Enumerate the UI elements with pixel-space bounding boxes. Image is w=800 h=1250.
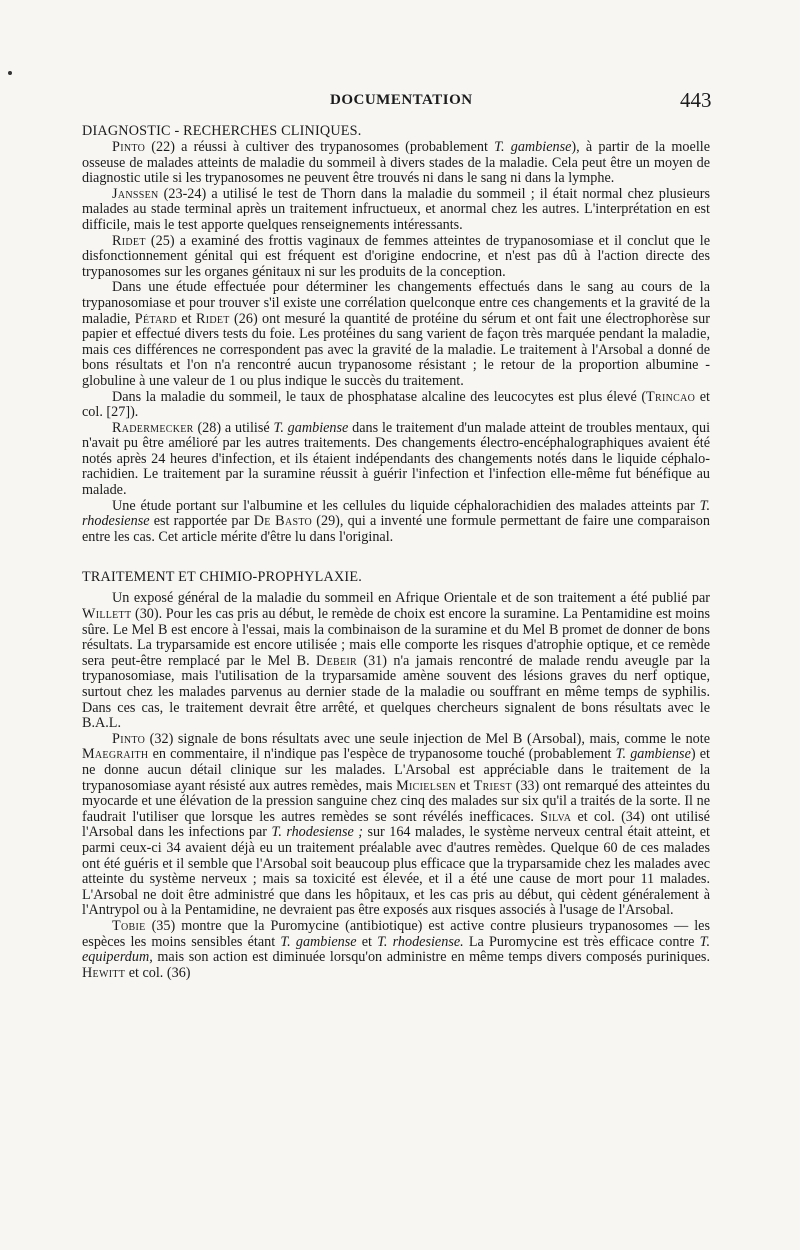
text-run: mais son action est diminuée lorsqu'on administre en même temps divers composés puriniques. xyxy=(152,949,710,966)
author-name: Ridet xyxy=(195,310,230,327)
author-name: Debeir xyxy=(316,652,357,669)
section-diagnostic xyxy=(82,140,710,545)
running-header xyxy=(0,88,800,112)
text-run: (22) a réussi à cultiver des trypanosomes (probablement xyxy=(145,139,495,155)
paragraph xyxy=(82,140,710,187)
species-name: T. gambiense xyxy=(273,419,349,436)
author-name: Tobie xyxy=(112,917,146,934)
paragraph xyxy=(82,499,710,546)
paragraph xyxy=(82,591,710,731)
author-name: Micielsen xyxy=(396,777,456,794)
text-run: (35) montre que la Puromycine (antibiotique) est active contre plusieurs trypanosomes — les espèces les moins sensibles étant xyxy=(82,917,710,950)
author-name: Ridet xyxy=(112,232,146,249)
author-name: Radermecker xyxy=(112,419,194,436)
author-name: Pinto xyxy=(112,730,146,747)
paragraph xyxy=(82,919,710,981)
text-run: (31) n'a jamais rencontré de malade rendu aveugle par la trypanosomiase, mais l'utilisation de la tryparsamide amène souvent des lésions graves du nerf optique, surtout chez les malades parvenus au dernier stade de la maladie ou souffrant en même temps de syphilis. Dans ces cas, le traitement devrait être arrêté, et quelques chercheurs signalent de bons résultats avec le B.A.L. xyxy=(82,652,710,732)
paragraph xyxy=(82,280,710,389)
author-name: Pinto xyxy=(112,139,146,155)
text-run: en commentaire, il n'indique pas l'espèce de trypanosome touché (probablement xyxy=(148,746,616,763)
text-run: et xyxy=(455,777,474,794)
author-name: Maegraith xyxy=(82,746,149,763)
author-name: Silva xyxy=(540,808,572,825)
paragraph xyxy=(82,187,710,234)
species-name: T. gambiense xyxy=(280,933,357,950)
text-run: et col. (34) ont utilisé l'Arsobal dans les infections par xyxy=(82,808,710,841)
text-run: est rapportée par xyxy=(149,513,254,530)
text-run: sur 164 malades, le système nerveux central était atteint, et parmi ceux-ci 34 avaient déjà eu un traitement préalable avec d'autres remèdes. Quelque 60 de ces malades ont été guéris et il semble que l'Arsobal soit beaucoup plus efficace que la tryparsamide chez les malades avec atteinte du système nerveux ; mais sa toxicité est élevée, et il a été une cause de mort pour 11 malades. L'Arsobal ne doit être administré que dans les hôpitaux, et les cas pris au début, qui cèdent généralement à l'Antrypol ou à la Pentamidine, ne devraient pas être exposés aux risques associés à l'usage de l'Arsobal. xyxy=(82,824,711,919)
text-run: (25) a examiné des frottis vaginaux de femmes atteintes de trypanosomiase et il conclut que le disfonctionnement génital qui est fréquent est d'origine endocrine, et n'est pas dû à l'action directe des trypanosomes sur les organes génitaux ni sur les produits de la conception. xyxy=(82,232,710,280)
section-traitement xyxy=(82,591,710,981)
text-run: (33) ont remarqué des atteintes du myocarde et une élévation de la pression sanguine chez cinq des malades sur six qu'il a traités de la sorte. Il ne faudrait l'utiliser que lorsque les autres remèdes se sont révélés inefficaces. xyxy=(82,777,710,825)
text-run: (32) signale de bons résultats avec une seule injection de Mel B (Arsobal), mais, comme le note xyxy=(145,730,710,747)
text-run: (26) ont mesuré la quantité de protéine du sérum et ont fait une électrophorèse sur papier et effectué divers tests du foie. Les protéines du sang varient de façon très marquée pendant la maladie, mais ces différences ne correspondent pas avec la gravité de la maladie. Le traitement à l'Arsobal a donné de bons résultats et l'on n'a rencontré aucun trypanosome résistant ; le retour de la proportion albumine - globuline à une valeur de 1 ou plus indique le succès du traitement. xyxy=(82,310,710,389)
section-heading-traitement: TRAITEMENT ET CHIMIO-PROPHYLAXIE. xyxy=(82,569,362,586)
text-run: La Puromycine est très efficace contre xyxy=(463,933,700,950)
author-name: De Basto xyxy=(253,513,313,530)
paragraph xyxy=(82,421,710,499)
text-run: et col. [27]). xyxy=(82,388,710,421)
text-run: et xyxy=(177,310,196,327)
paragraph xyxy=(82,732,710,919)
paragraph xyxy=(82,390,710,421)
text-run: et xyxy=(356,933,378,950)
species-name: T. gambiense xyxy=(494,139,572,155)
section-heading-diagnostic: DIAGNOSTIC - RECHERCHES CLINIQUES. xyxy=(82,123,362,139)
species-name: T. rhodesiense xyxy=(82,497,710,530)
text-run: Une étude portant sur l'albumine et les cellules du liquide céphalorachidien des malades atteints par xyxy=(112,497,700,514)
author-name: Hewitt xyxy=(82,964,126,981)
author-name: Janssen xyxy=(112,185,159,202)
text-run: (29), qui a inventé une formule permettant de faire une comparaison entre les cas. Cet article mérite d'être lu dans l'original. xyxy=(82,513,710,545)
author-name: Trincao xyxy=(646,388,696,405)
text-run: Un exposé général de la maladie du sommeil en Afrique Orientale et de son traitement a été publié par xyxy=(112,590,710,607)
paragraph xyxy=(82,234,710,281)
species-name: T. rhodesiense ; xyxy=(271,824,363,841)
text-run: (28) a utilisé xyxy=(193,419,274,436)
species-name: T. gambiense xyxy=(615,746,691,763)
body-text xyxy=(82,123,710,981)
text-run: (23-24) a utilisé le test de Thorn dans la maladie du sommeil ; il était normal chez plusieurs malades au stade terminal après un traitement infructueux, et anormal chez les autres. L'interprétation en est difficile, mais le test apporte quelques renseignements intéressants. xyxy=(82,185,710,233)
text-run: Dans la maladie du sommeil, le taux de phosphatase alcaline des leucocytes est plus élevé ( xyxy=(112,388,647,405)
text-run: ), à partir de la moelle osseuse de malades atteints de maladie du sommeil à divers stades de la maladie. Cela peut être un moyen de diagnostic utile si les trypanosomes ne peuvent être trouvés ni dans le sang ni dans la lymphe. xyxy=(82,139,711,187)
author-name: Triest xyxy=(473,777,512,794)
text-run: dans le traitement d'un malade atteint de troubles mentaux, qui n'avait pu être amélioré par les autres traitements. Des changements électro-encéphalographiques avaient été notés après 24 heures d'infection, et ils étaient indépendants des changements notés dans le liquide céphalo-rachidien. Le traitement par la suramine réussit à guérir l'infection et l'infection elle-même fut bénéfique au malade. xyxy=(82,419,711,499)
page-number: 443 xyxy=(680,88,712,112)
text-run: et col. (36) xyxy=(125,964,191,981)
text-run: (30). Pour les cas pris au début, le remède de choix est encore la suramine. La Pentamidine est moins sûre. Le Mel B est encore à l'essai, mais la combinaison de la suramine et du Mel B promet de donner de bons résultats. La tryparsamide est encore utilisée ; mais elle comporte les risques d'atrophie optique, et ce remède sera peut-être remplacé par le Mel B. xyxy=(82,606,710,669)
running-title: DOCUMENTATION xyxy=(330,92,473,108)
author-name: Willett xyxy=(82,606,132,623)
species-name: T. rhodesiense. xyxy=(377,933,464,950)
author-name: Pétard xyxy=(134,310,178,327)
text-run: Dans une étude effectuée pour déterminer les changements effectués dans le sang au cours de la trypanosomiase et pour trouver s'il existe une corrélation quelconque entre ces changements et la gravité de la maladie, xyxy=(82,279,710,327)
species-name: T. equiperdum, xyxy=(82,933,710,966)
text-run: ) et ne donne aucun détail clinique sur les malades. L'Arsobal est appréciable dans le traitement de la trypanosomiase ayant résisté aux autres remèdes, mais xyxy=(82,746,710,794)
margin-dot xyxy=(8,71,12,75)
